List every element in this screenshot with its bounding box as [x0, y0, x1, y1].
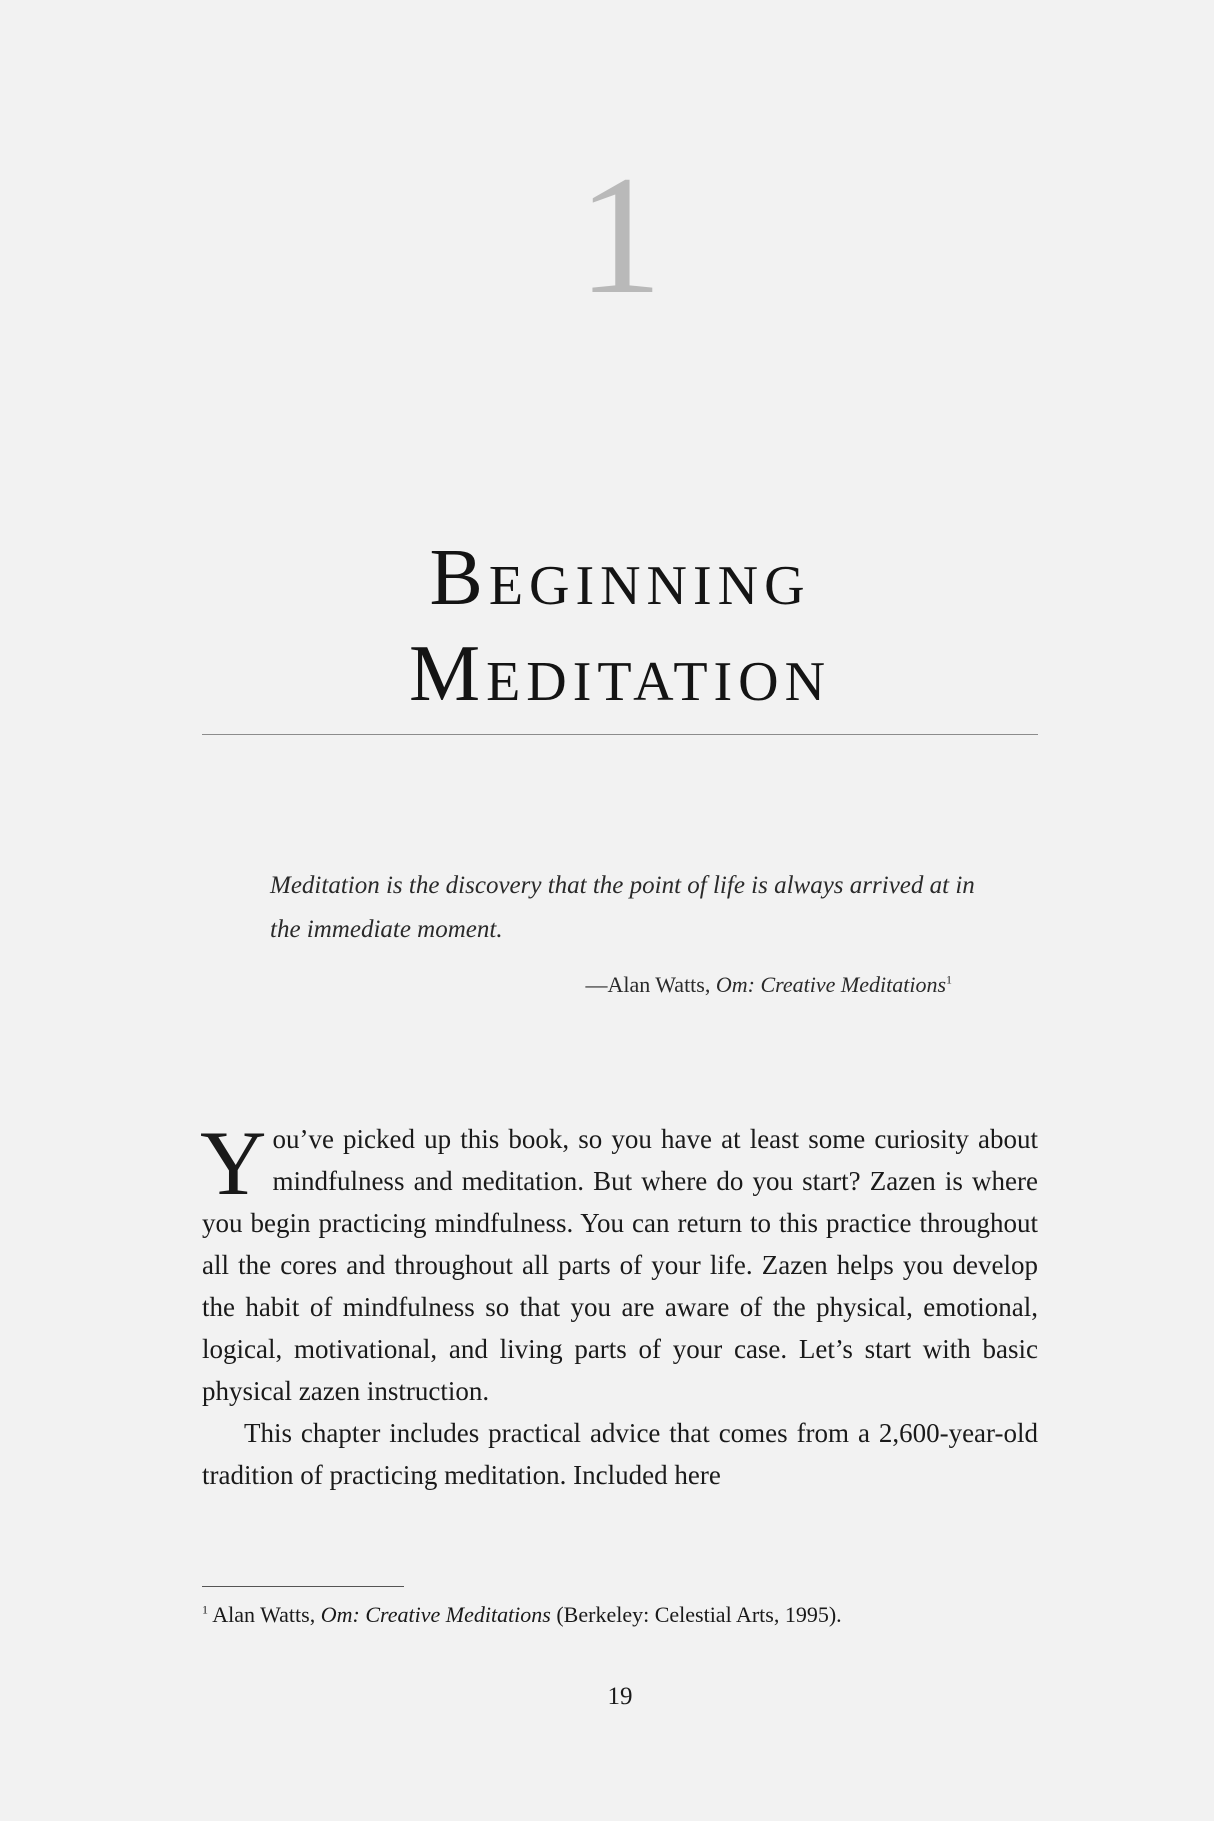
footnote-details: (Berkeley: Celestial Arts, 1995).	[550, 1602, 842, 1627]
epigraph-quote: Meditation is the discovery that the point of life is always arrived at in the immediate moment.	[270, 872, 975, 943]
chapter-title-line-2: Meditation	[408, 630, 832, 718]
epigraph-author: —Alan Watts,	[585, 972, 716, 997]
footnote-divider	[202, 1586, 404, 1587]
drop-cap: Y	[200, 1112, 267, 1214]
chapter-number: 1	[577, 141, 663, 329]
body-text	[200, 1112, 1038, 1496]
chapter-title	[200, 530, 1040, 722]
epigraph-source: Om: Creative Meditations	[715, 972, 946, 997]
footnote	[202, 1600, 1038, 1630]
paragraph-2: This chapter includes practical advice that comes from a 2,600-year-old tradition of practicing meditation. Included here	[202, 1418, 1038, 1490]
title-divider	[202, 734, 1038, 735]
footnote-author: Alan Watts,	[208, 1602, 321, 1627]
epigraph-note-ref: 1	[946, 972, 952, 987]
epigraph-attribution	[500, 970, 952, 1000]
footnote-marker: 1	[202, 1602, 208, 1617]
paragraph-1	[200, 1112, 1038, 1412]
chapter-title-line-1: Beginning	[429, 534, 811, 622]
page-number: 19	[607, 1683, 633, 1710]
paragraph-1-text: ou’ve picked up this book, so you have at least some curiosity about mindfulness and meditation. But where do you start? Zazen is where you begin practicing mindfulness. You can return to this practice throughout all the cores and throughout all parts of your life. Zazen helps you develop the habit of mindfulness so that you are aware of the physical, emotional, logical, motivational, and living parts of your case. Let’s start with basic physical zazen instruction.	[202, 1124, 1038, 1406]
footnote-source: Om: Creative Meditations	[320, 1602, 551, 1627]
